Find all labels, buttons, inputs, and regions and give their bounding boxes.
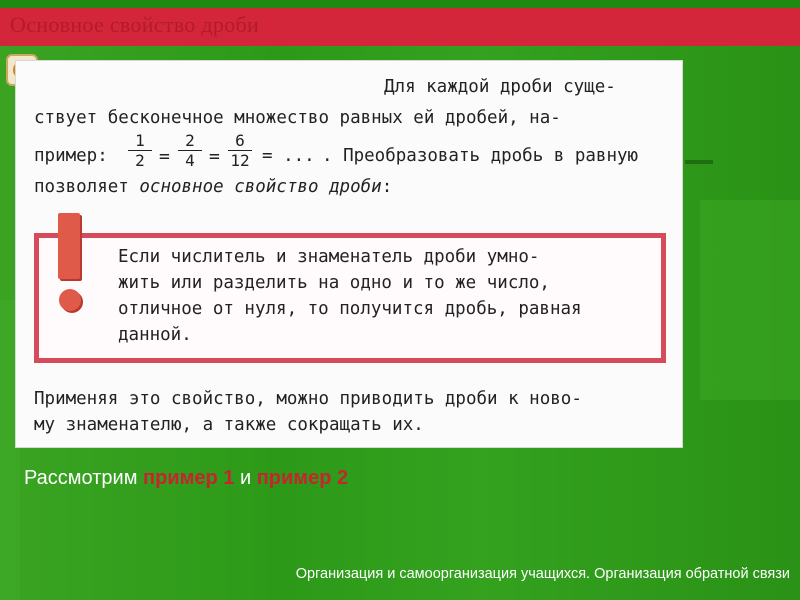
fraction-denominator: 4 (185, 151, 195, 170)
fraction-numerator: 2 (178, 131, 202, 151)
intro-line-2: ствует бесконечное множество равных ей дробей, на- (34, 108, 561, 128)
ellipsis: = ... (262, 146, 315, 166)
examples-prefix: Рассмотрим (24, 467, 143, 489)
intro-line-1: Для каждой дроби суще- (384, 77, 616, 97)
colon: : (381, 177, 393, 197)
textbook-excerpt (15, 60, 683, 448)
footer-text: Организация и самоорганизация учащихся. Организация обратной связи (295, 566, 790, 582)
equals-sign: = (159, 146, 170, 167)
rule-line-2: жить или разделить на одно и то же число, (118, 273, 550, 293)
example-1-link[interactable]: пример 1 (143, 467, 235, 489)
intro-line-3-end: . Преобразовать дробь в равную (322, 146, 639, 166)
intro-line-4-text: позволяет (34, 177, 129, 197)
fraction-1-2 (128, 131, 152, 170)
fraction-numerator: 6 (228, 131, 252, 151)
outro-line-2: му знаменателю, а также сокращать их. (34, 415, 424, 435)
rule-line-1: Если числитель и знаменатель дроби умно- (118, 247, 540, 267)
intro-line-4 (34, 177, 392, 197)
examples-middle: и (234, 467, 257, 489)
fraction-2-4 (178, 131, 202, 170)
equals-sign: = (209, 146, 220, 167)
fraction-denominator: 12 (230, 151, 250, 170)
fraction-denominator: 2 (135, 151, 145, 170)
examples-line (24, 467, 348, 490)
rule-line-3: отличное от нуля, то получится дробь, равная (118, 299, 582, 319)
property-term: основное свойство дроби (139, 177, 382, 197)
rule-line-4: данной. (118, 325, 192, 345)
outro-line-1: Применяя это свойство, можно приводить дроби к ново- (34, 389, 582, 409)
example-2-link[interactable]: пример 2 (256, 467, 349, 489)
top-edge (0, 0, 800, 8)
fraction-numerator: 1 (128, 131, 152, 151)
fraction-6-12 (228, 131, 252, 170)
slide-title: Основное свойство дроби (10, 12, 260, 37)
bg-stripe (700, 200, 800, 400)
decorative-line (685, 160, 713, 164)
intro-line-3: пример: (34, 146, 108, 166)
exclamation-dot (59, 289, 81, 311)
exclamation-icon (58, 213, 80, 279)
